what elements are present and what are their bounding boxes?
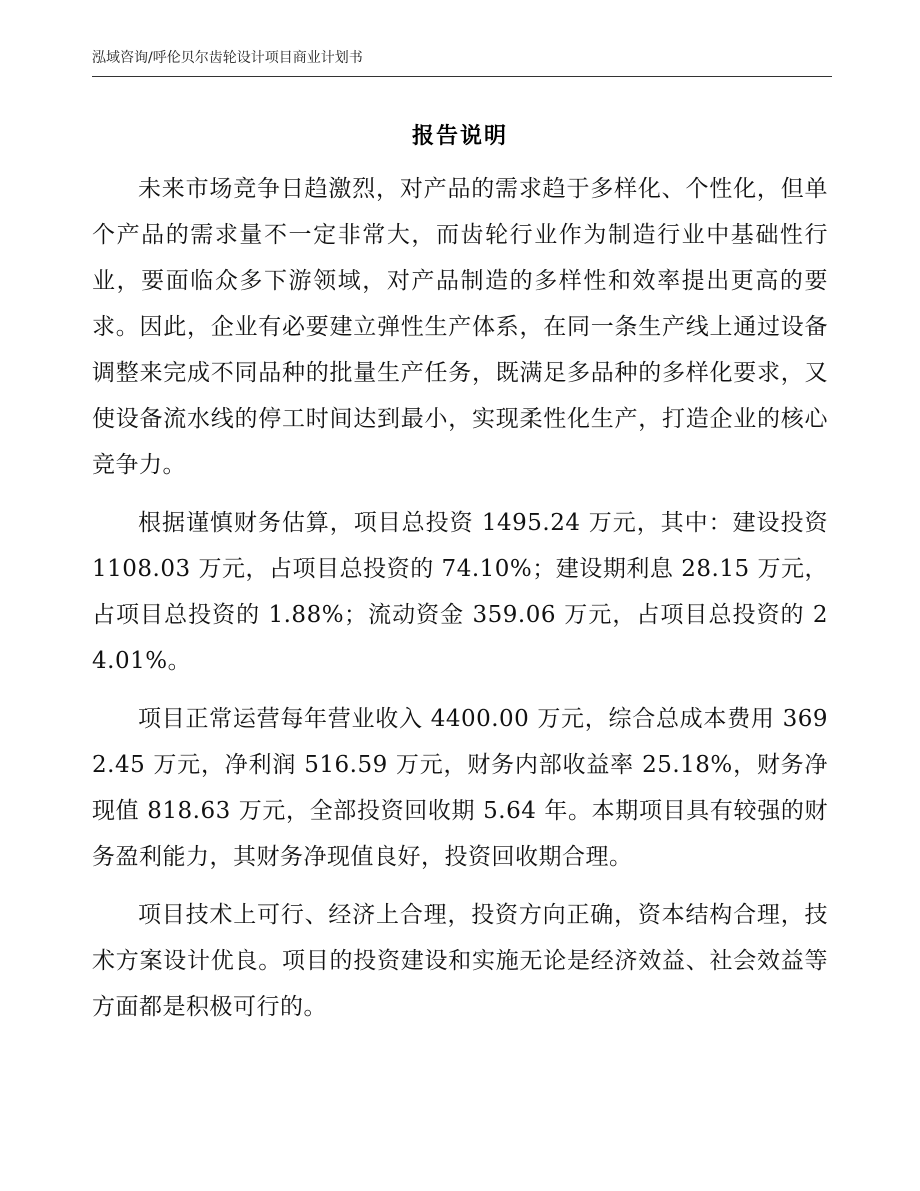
page-title: 报告说明 xyxy=(411,124,508,149)
paragraph-market-outlook: 未来市场竞争日趋激烈，对产品的需求趋于多样化、个性化，但单个产品的需求量不一定非常大，而齿轮行业作为制造行业中基础性行业，要面临众多下游领域，对产品制造的多样性和效率提出更高的要求。因此，企业有必要建立弹性生产体系，在同一条生产线上通过设备调整来完成不同品种的批量生产任务，既满足多品种的多样化要求，又使设备流水线的停工时间达到最小，实现柔性化生产，打造企业的核心竞争力。 xyxy=(92,176,828,478)
report-body xyxy=(92,166,828,1042)
paragraph-investment-estimate: 根据谨慎财务估算，项目总投资 1495.24 万元，其中：建设投资 1108.03 万元，占项目总投资的 74.10%；建设期利息 28.15 万元，占项目总投资的 1.88%；流动资金 359.06 万元，占项目总投资的 24.01%。 xyxy=(92,510,828,674)
paragraph-operating-revenue: 项目正常运营每年营业收入 4400.00 万元，综合总成本费用 3692.45 万元，净利润 516.59 万元，财务内部收益率 25.18%，财务净现值 818.63 万元，全部投资回收期 5.64 年。本期项目具有较强的财务盈利能力，其财务净现值良好，投资回收期合理。 xyxy=(92,706,828,870)
running-header: 泓域咨询/呼伦贝尔齿轮设计项目商业计划书 xyxy=(92,48,832,77)
paragraph-feasibility-conclusion: 项目技术上可行、经济上合理，投资方向正确，资本结构合理，技术方案设计优良。项目的投资建设和实施无论是经济效益、社会效益等方面都是积极可行的。 xyxy=(92,902,828,1020)
